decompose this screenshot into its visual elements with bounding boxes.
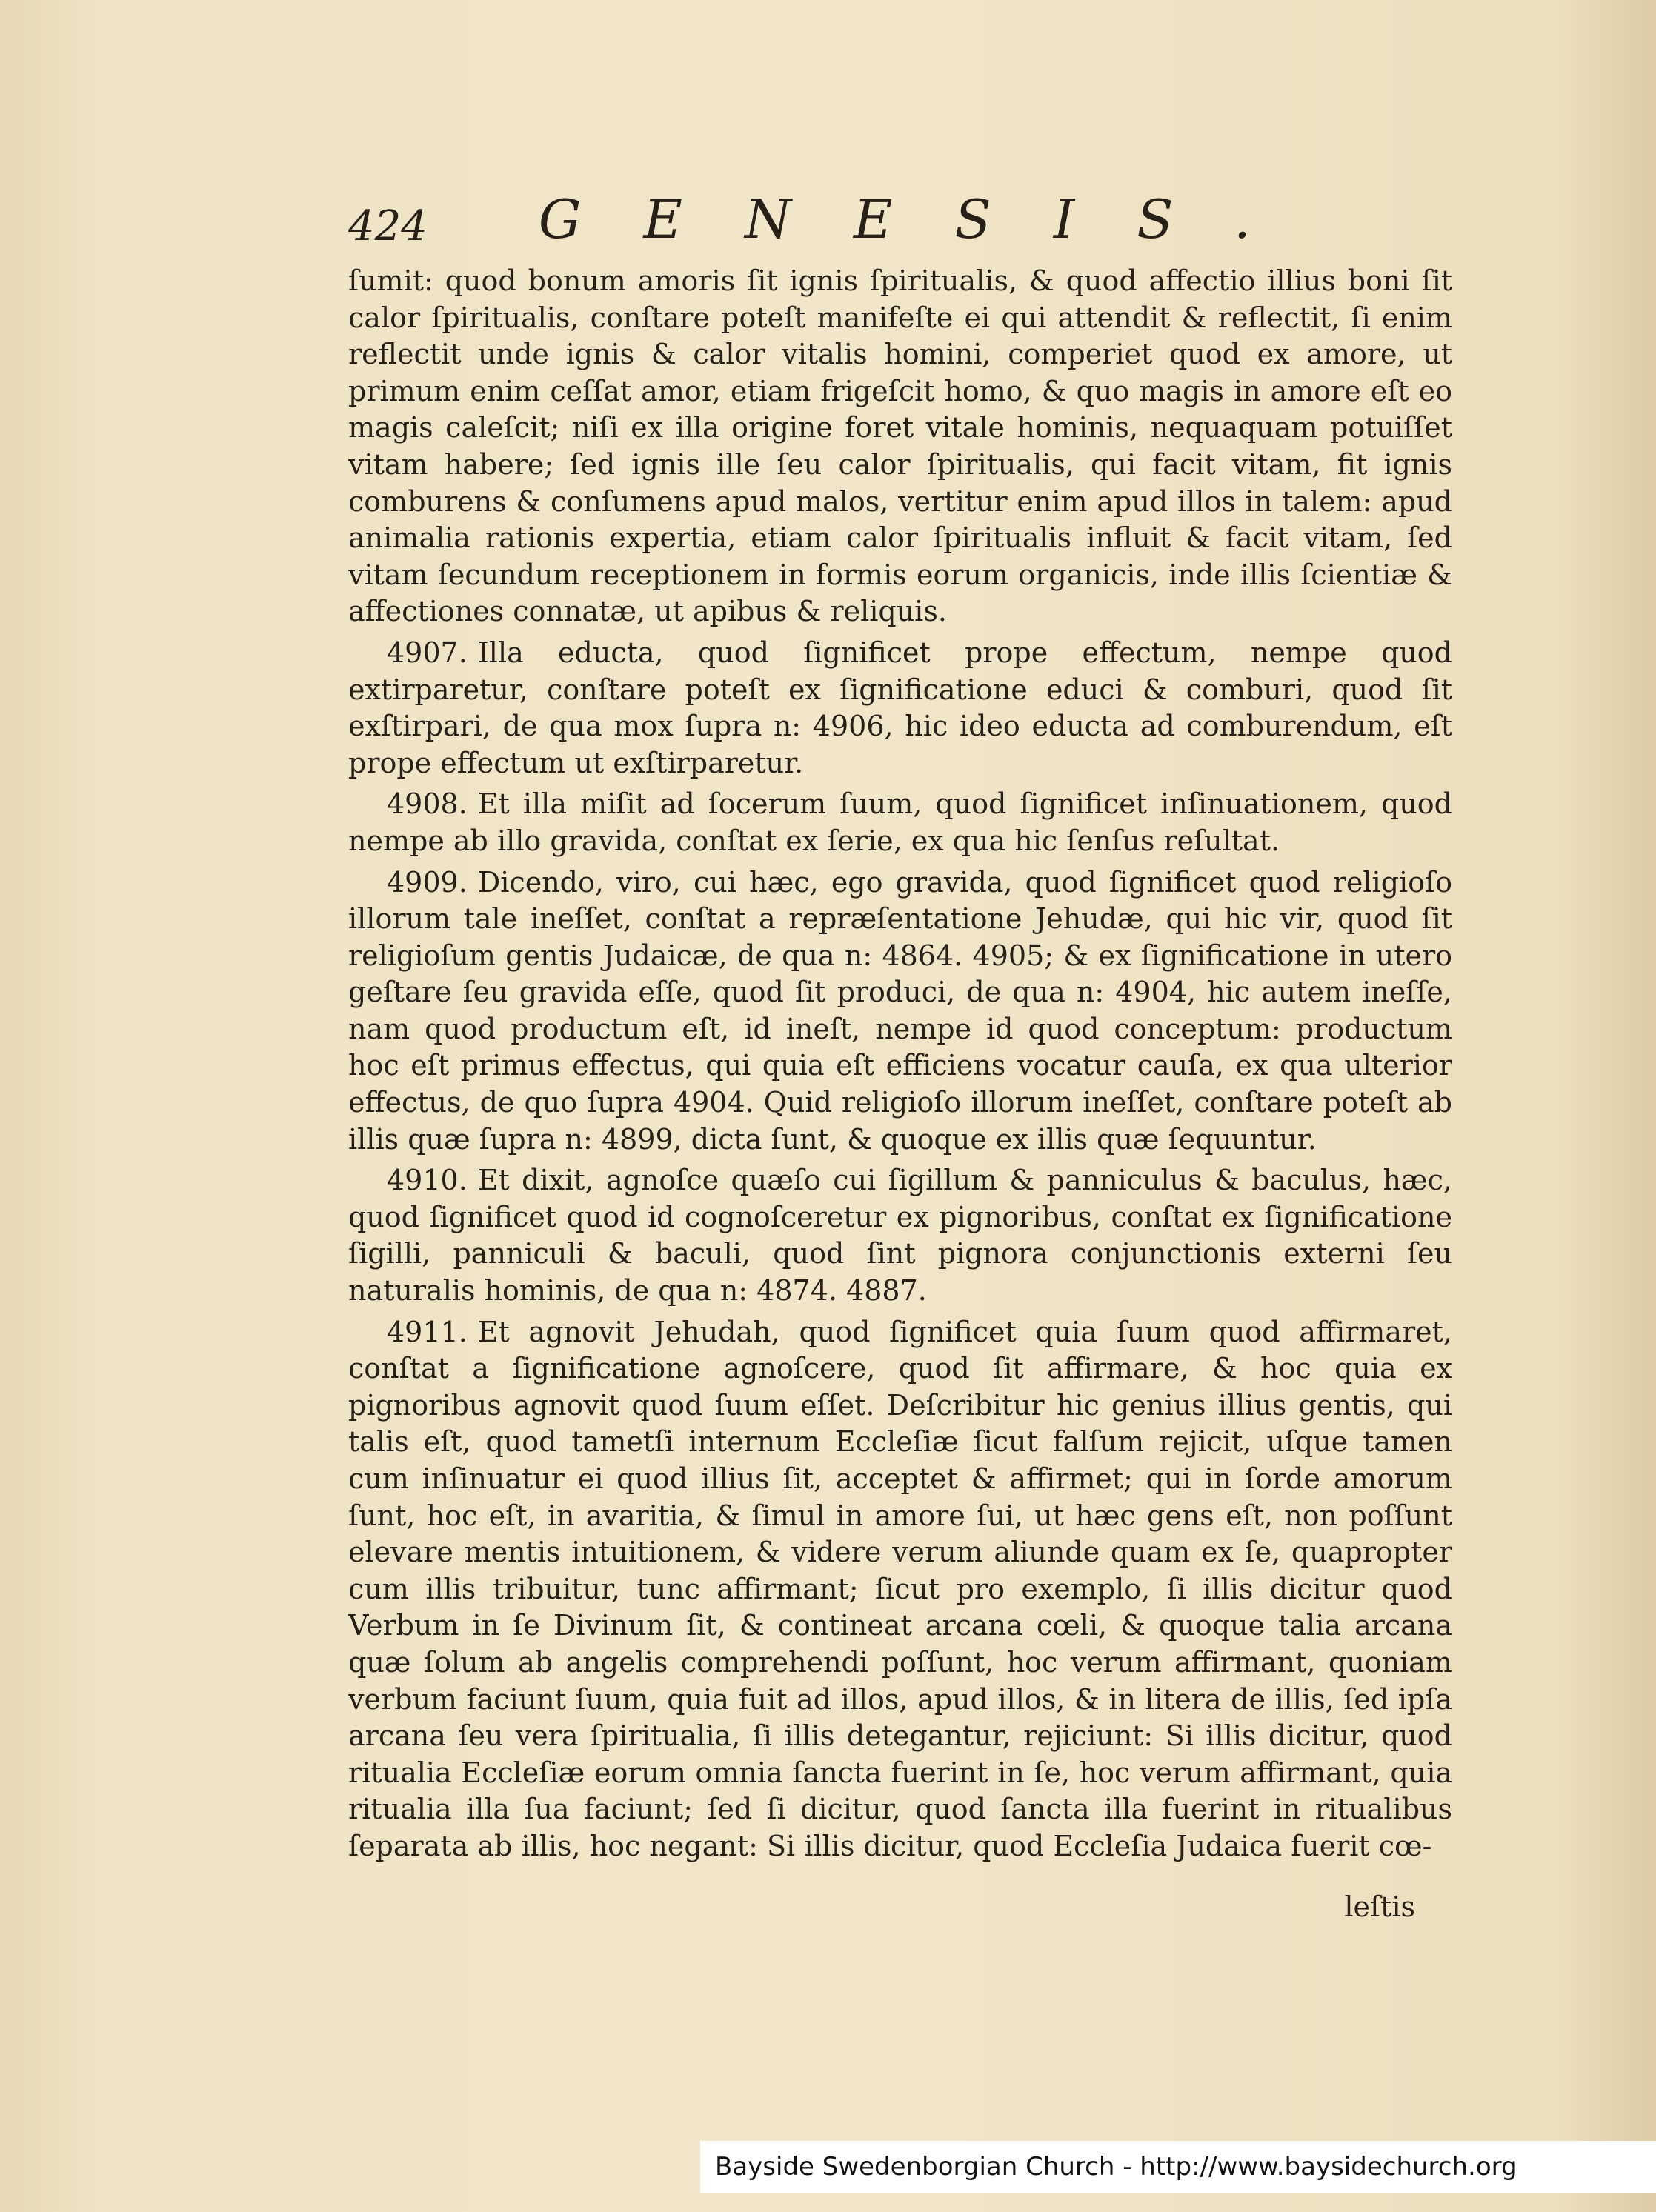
paragraph-number: 4908.: [387, 787, 468, 821]
paragraph-4910: [348, 1162, 1452, 1309]
body-text: [348, 263, 1452, 1865]
paragraph: [348, 263, 1452, 630]
catchword: leſtis: [1344, 1890, 1415, 1923]
paragraph-number: 4907.: [387, 636, 468, 669]
page-number: 424: [348, 202, 428, 250]
paragraph-4907: [348, 635, 1452, 782]
paragraph-number: 4910.: [387, 1164, 468, 1197]
paragraph-text: Illa educta, quod ſignificet prope effectum, nempe quod extirparetur, conſtare poteſt ex ſignificatione educi & comburi, quod ſit exſtirpari, de qua mox ſupra n: 4906, hic ideo educta ad comburendum, eſt prope effectum ut exſtirparetur.: [348, 636, 1452, 779]
paragraph-4908: [348, 786, 1452, 859]
paragraph-text: Dicendo, viro, cui hæc, ego gravida, quod ſignificet quod religioſo illorum tale ineſſet, conſtat a repræſentatione Jehudæ, qui hic vir, quod ſit religioſum gentis Judaicæ, de qua n: 4864. 4905; & ex ſignificatione in utero geſtare ſeu gravida eſſe, quod ſit produci, de qua n: 4904, hic autem ineſſe, nam quod productum eſt, id ineſt, nempe id quod conceptum: productum hoc eſt primus effectus, qui quia eſt efficiens vocatur cauſa, ex qua ulterior effectus, de quo ſupra 4904. Quid religioſo illorum ineſſet, conſtare poteſt ab illis quæ ſupra n: 4899, dicta ſunt, & quoque ex illis quæ ſequuntur.: [348, 865, 1452, 1156]
paragraph-number: 4911.: [387, 1315, 468, 1348]
page-header: [348, 176, 1460, 250]
watermark-footer: [700, 2141, 1656, 2193]
paragraph-text: Et agnovit Jehudah, quod ſignificet quia ſuum quod affirmaret, conſtat a ſignificatione agnoſcere, quod ſit affirmare, & hoc quia ex pignoribus agnovit quod ſuum eſſet. Deſcribitur hic genius illius gentis, qui talis eſt, quod tametſi internum Eccleſiæ ſicut falſum rejicit, uſque tamen cum inſinuatur ei quod illius ſit, acceptet & affirmet; qui in ſorde amorum ſunt, hoc eſt, in avaritia, & ſimul in amore ſui, ut hæc gens eſt, non poſſunt elevare mentis intuitionem, & videre verum aliunde quam ex ſe, quapropter cum illis tribuitur, tunc affirmant; ſicut pro exemplo, ſi illis dicitur quod Verbum in ſe Divinum ſit, & contineat arcana cœli, & quoque talia arcana quæ ſolum ab angelis comprehendi poſſunt, hoc verum affirmant, quoniam verbum faciunt ſuum, quia fuit ad illos, apud illos, & in litera de illis, ſed ipſa arcana ſeu vera ſpiritualia, ſi illis detegantur, rejiciunt: Si illis dicitur, quod ritualia Eccleſiæ eorum omnia ſancta fuerint in ſe, hoc verum affirmant, quia ritualia illa ſua faciunt; ſed ſi dicitur, quod ſancta illa fuerint in ritualibus ſeparata ab illis, hoc negant: Si illis dicitur, quod Eccleſia Judaica fuerit cœ-: [348, 1315, 1452, 1862]
paragraph-text: ſumit: quod bonum amoris ſit ignis ſpiritualis, & quod affectio illius boni ſit calor ſpiritualis, conſtare poteſt manifeſte ei qui attendit & reflectit, ſi enim reflectit unde ignis & calor vitalis homini, comperiet quod ex amore, ut primum enim ceſſat amor, etiam frigeſcit homo, & quo magis in amore eſt eo magis caleſcit; niſi ex illa origine foret vitale hominis, nequaquam potuiſſet vitam habere; ſed ignis ille ſeu calor ſpiritualis, qui facit vitam, fit ignis comburens & conſumens apud malos, vertitur enim apud illos in talem: apud animalia rationis expertia, etiam calor ſpiritualis influit & facit vitam, ſed vitam ſecundum receptionem in formis eorum organicis, inde illis ſcientiæ & affectiones connatæ, ut apibus & reliquis.: [348, 264, 1452, 628]
paragraph-text: Et illa miſit ad ſocerum ſuum, quod ſignificet inſinuationem, quod nempe ab illo gravida, conſtat ex ſerie, ex qua hic ſenſus reſultat.: [348, 787, 1452, 857]
paragraph-4909: [348, 865, 1452, 1159]
watermark-text: Bayside Swedenborgian Church - http://www.baysidechurch.org: [715, 2152, 1517, 2182]
paragraph-number: 4909.: [387, 865, 468, 899]
paragraph-text: Et dixit, agnoſce quæſo cui ſigillum & panniculus & baculus, hæc, quod ſignificet quod id cognoſceretur ex pignoribus, conſtat ex ſignificatione ſigilli, panniculi & baculi, quod ſint pignora conjunctionis externi ſeu naturalis hominis, de qua n: 4874. 4887.: [348, 1164, 1452, 1307]
paragraph-4911: [348, 1314, 1452, 1865]
running-head: GENESIS.: [538, 188, 1313, 250]
